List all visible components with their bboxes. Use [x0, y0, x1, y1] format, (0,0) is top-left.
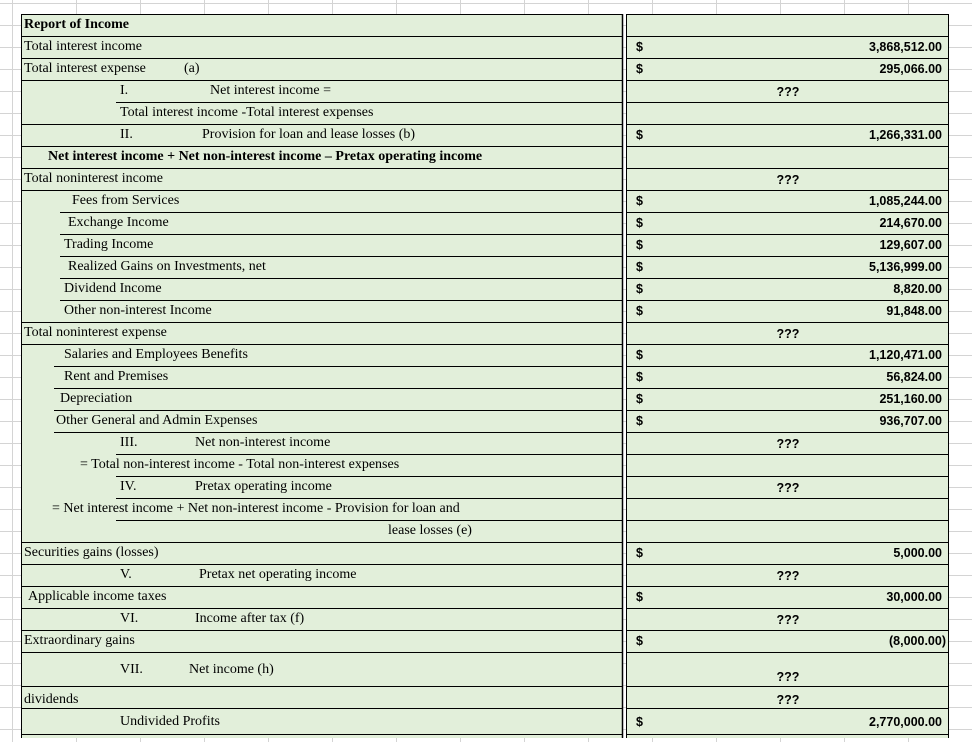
amount-other-general-admin[interactable]: 936,707.00 [879, 414, 942, 428]
row-label-securities-gains: Securities gains (losses) [24, 545, 159, 560]
unknown-net-noninterest-income[interactable]: ??? [776, 437, 800, 451]
amount-provision-loan-losses[interactable]: 1,266,331.00 [869, 128, 942, 142]
dollar-sign: $ [636, 715, 643, 729]
dollar-sign: $ [636, 392, 643, 406]
dollar-sign: $ [636, 590, 643, 604]
dollar-sign: $ [636, 348, 643, 362]
amount-dividend-income[interactable]: 8,820.00 [893, 282, 942, 296]
dollar-sign: $ [636, 304, 643, 318]
formula-pretax-operating: Net interest income + Net non-interest income – Pretax operating income [48, 149, 483, 164]
amount-depreciation[interactable]: 251,160.00 [879, 392, 942, 406]
row-label-net-interest-income: Net interest income = [210, 83, 332, 98]
amount-total-interest-expense[interactable]: 295,066.00 [879, 62, 942, 76]
formula-net-noninterest-income: = Total non-interest income - Total non-interest expenses [80, 457, 400, 472]
row-label-dividends: dividends [24, 692, 79, 707]
amount-trading-income[interactable]: 129,607.00 [879, 238, 942, 252]
amount-extraordinary-gains[interactable]: (8,000.00) [889, 634, 946, 648]
row-label-extraordinary-gains: Extraordinary gains [24, 633, 135, 648]
row-label-income-after-tax: Income after tax (f) [195, 611, 305, 626]
dollar-sign: $ [636, 238, 643, 252]
row-label-total-interest-income: Total interest income [24, 39, 142, 54]
row-label-trading-income: Trading Income [64, 237, 154, 252]
dollar-sign: $ [636, 216, 643, 230]
row-label-depreciation: Depreciation [60, 391, 133, 406]
row-number-ii: II. [120, 127, 133, 142]
amount-rent-premises[interactable]: 56,824.00 [886, 370, 942, 384]
amount-other-noninterest-income[interactable]: 91,848.00 [886, 304, 942, 318]
unknown-net-interest-income[interactable]: ??? [776, 85, 800, 99]
dollar-sign: $ [636, 370, 643, 384]
unknown-total-noninterest-expense[interactable]: ??? [776, 327, 800, 341]
row-label-salaries-benefits: Salaries and Employees Benefits [64, 347, 248, 362]
amount-fees-from-services[interactable]: 1,085,244.00 [869, 194, 942, 208]
unknown-dividends[interactable]: ??? [776, 693, 800, 707]
dollar-sign: $ [636, 128, 643, 142]
row-label-undivided-profits: Undivided Profits [120, 714, 220, 729]
dollar-sign: $ [636, 40, 643, 54]
dollar-sign: $ [636, 260, 643, 274]
row-label-total-interest-expense: Total interest expense [24, 61, 146, 76]
row-label-net-noninterest-income: Net non-interest income [195, 435, 331, 450]
amount-securities-gains[interactable]: 5,000.00 [893, 546, 942, 560]
unknown-net-income[interactable]: ??? [776, 670, 800, 684]
row-number-i: I. [120, 83, 129, 98]
row-label-applicable-income-taxes: Applicable income taxes [28, 589, 167, 604]
amount-exchange-income[interactable]: 214,670.00 [879, 216, 942, 230]
report-title: Report of Income [24, 17, 129, 32]
unknown-pretax-operating-income[interactable]: ??? [776, 481, 800, 495]
row-label-fees-from-services: Fees from Services [72, 193, 180, 208]
dollar-sign: $ [636, 546, 643, 560]
row-label-total-noninterest-expense: Total noninterest expense [24, 325, 167, 340]
dollar-sign: $ [636, 414, 643, 428]
row-number-iii: III. [120, 435, 138, 450]
row-label-other-general-admin: Other General and Admin Expenses [56, 413, 258, 428]
row-label-dividend-income: Dividend Income [64, 281, 162, 296]
amount-total-interest-income[interactable]: 3,868,512.00 [869, 40, 942, 54]
row-label-net-income: Net income (h) [189, 662, 274, 677]
amount-undivided-profits[interactable]: 2,770,000.00 [869, 715, 942, 729]
formula-pretax-operating-income-cont: lease losses (e) [388, 523, 472, 538]
row-label-total-noninterest-income: Total noninterest income [24, 171, 163, 186]
amount-applicable-income-taxes[interactable]: 30,000.00 [886, 590, 942, 604]
row-label-rent-premises: Rent and Premises [64, 369, 169, 384]
dollar-sign: $ [636, 194, 643, 208]
row-label-pretax-net-operating-income: Pretax net operating income [199, 567, 357, 582]
amount-realized-gains[interactable]: 5,136,999.00 [869, 260, 942, 274]
row-note-a: (a) [184, 61, 200, 76]
row-label-provision-loan-losses: Provision for loan and lease losses (b) [202, 127, 416, 142]
row-label-other-noninterest-income: Other non-interest Income [64, 303, 212, 318]
row-label-realized-gains: Realized Gains on Investments, net [68, 259, 266, 274]
row-label-pretax-operating-income: Pretax operating income [195, 479, 332, 494]
row-label-exchange-income: Exchange Income [68, 215, 169, 230]
row-number-vii: VII. [120, 662, 143, 677]
row-number-vi: VI. [120, 611, 139, 626]
amount-salaries-benefits[interactable]: 1,120,471.00 [869, 348, 942, 362]
unknown-pretax-net-operating-income[interactable]: ??? [776, 569, 800, 583]
unknown-income-after-tax[interactable]: ??? [776, 613, 800, 627]
dollar-sign: $ [636, 62, 643, 76]
dollar-sign: $ [636, 282, 643, 296]
dollar-sign: $ [636, 634, 643, 648]
row-number-v: V. [120, 567, 132, 582]
formula-pretax-operating-income: = Net interest income + Net non-interest income - Provision for loan and [52, 501, 460, 516]
formula-net-interest-income: Total interest income -Total interest expenses [120, 105, 374, 120]
unknown-total-noninterest-income[interactable]: ??? [776, 173, 800, 187]
row-number-iv: IV. [120, 479, 137, 494]
